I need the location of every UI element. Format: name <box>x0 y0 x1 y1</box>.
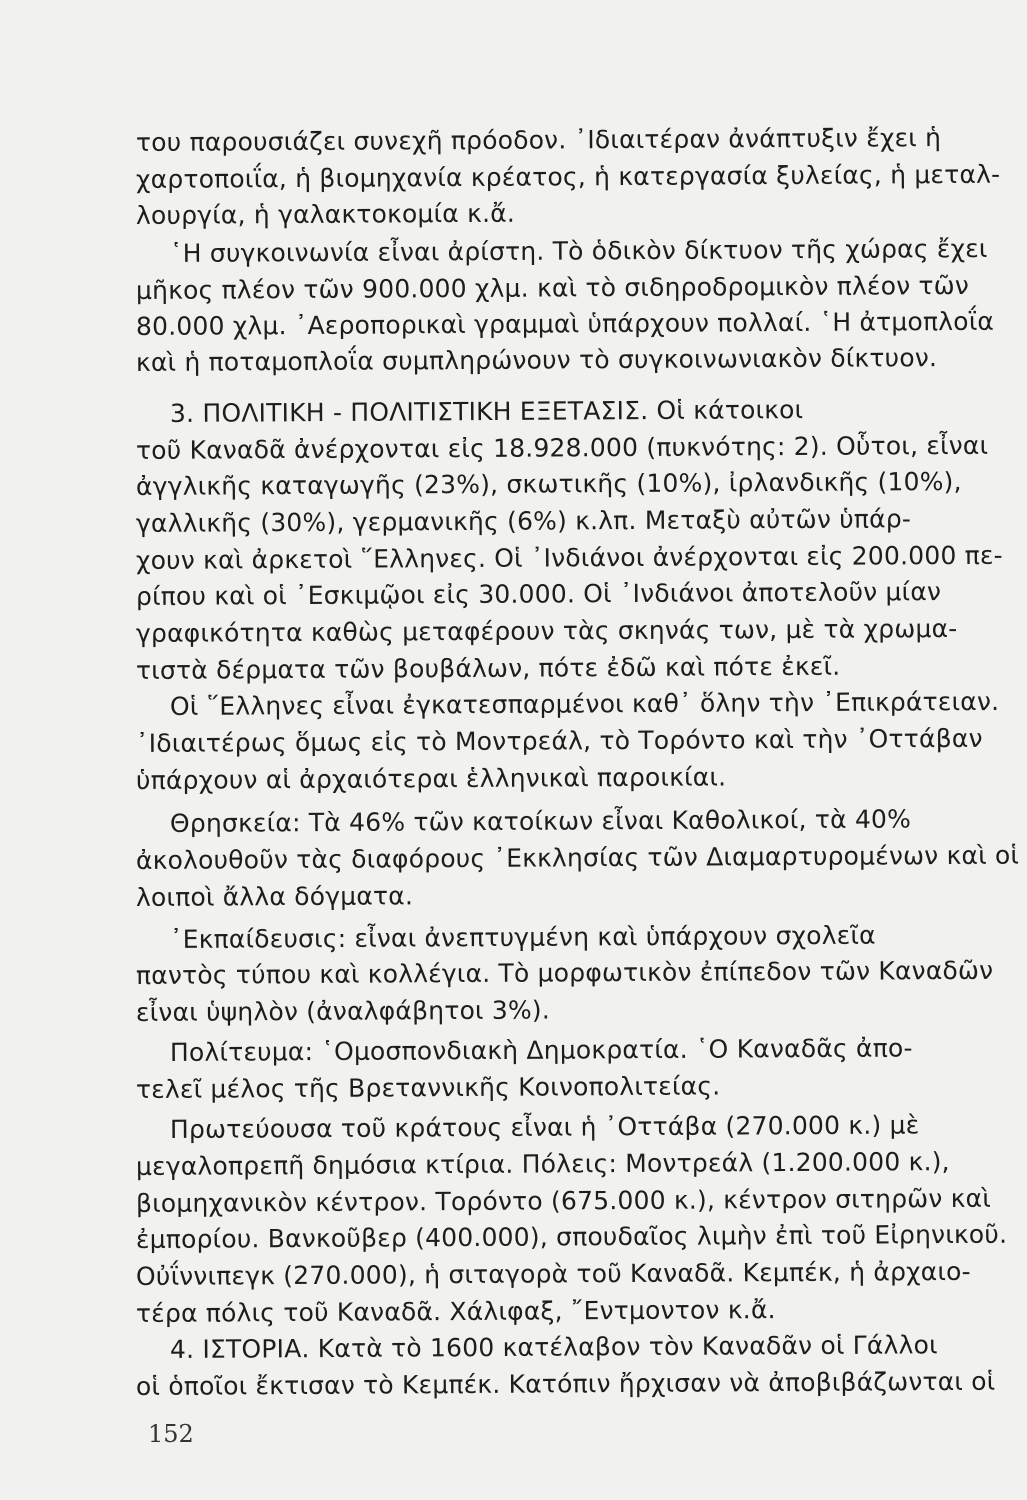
text-line: ὑπάρχουν αἱ ἀρχαιότεραι ἑλληνικαὶ παροικίαι. <box>135 762 727 795</box>
text-line: ἀγγλικῆς καταγωγῆς (23%), σκωτικῆς (10%), ἰρλανδικῆς (10%), <box>135 467 962 502</box>
text-line: παντὸς τύπου καὶ κολλέγια. Τὸ μορφωτικὸν ἐπίπεδον τῶν Καναδῶν <box>135 956 994 991</box>
text-line: χουν καὶ ἀρκετοὶ ῞Ελληνες. Οἱ ᾿Ινδιάνοι ἀνέρχονται εἰς 200.000 πε- <box>135 540 1003 575</box>
text-line: τελεῖ μέλος τῆς Βρεταννικῆς Κοινοπολιτείας. <box>135 1071 721 1104</box>
religion-paragraph: Θρησκεία: Τὰ 46% τῶν κατοίκων εἶναι Καθολικοί, τὰ 40% <box>169 804 912 839</box>
text-line: ἀκολουθοῦν τὰς διαφόρους ᾿Εκκλησίας τῶν Διαμαρτυρομένων καὶ οἱ <box>135 840 1020 876</box>
text-line: μεγαλοπρεπῆ δημόσια κτίρια. Πόλεις: Μοντρεάλ (1.200.000 κ.), <box>135 1146 950 1181</box>
text-line: τοῦ Καναδᾶ ἀνέρχονται εἰς 18.928.000 (πυκνότης: 2). Οὗτοι, εἶναι <box>135 430 989 465</box>
text-line: ῾Η συγκοινωνία εἶναι ἀρίστη. Τὸ ὁδικὸν δίκτυον τῆς χώρας ἔχει <box>169 233 988 268</box>
text-line: εἶναι ὑψηλὸν (ἀναλφάβητοι 3%). <box>135 995 551 1028</box>
text-line: γαλλικῆς (30%), γερμανικῆς (6%) κ.λπ. Μεταξὺ αὐτῶν ὑπάρ- <box>135 504 912 538</box>
polity-paragraph: Πολίτευμα: ῾Ομοσπονδιακὴ Δημοκρατία. ῾Ο Καναδᾶς ἀπο- <box>169 1033 913 1068</box>
text-line: λουργία, ἡ γαλακτοκομία κ.ἄ. <box>135 199 516 231</box>
text-line: του παρουσιάζει συνεχῆ πρόοδον. ᾿Ιδιαιτέραν ἀνάπτυξιν ἔχει ἡ <box>135 123 942 157</box>
text-line: Οὐΐννιπεγκ (270.000), ἡ σιταγορὰ τοῦ Καναδᾶ. Κεμπέκ, ἡ ἀρχαιο- <box>135 1256 971 1291</box>
capital-paragraph: Πρωτεύουσα τοῦ κράτους εἶναι ἡ ᾿Οττάβα (270.000 κ.) μὲ <box>169 1110 920 1145</box>
page-number: 152 <box>148 1420 194 1448</box>
text-line: 80.000 χλμ. ᾿Αεροπορικαὶ γραμμαὶ ὑπάρχουν πολλαί. ῾Η ἀτμοπλοΐα <box>135 306 995 341</box>
text-line: χαρτοποιΐα, ἡ βιομηχανία κρέατος, ἡ κατεργασία ξυλείας, ἡ μεταλ- <box>135 159 1001 194</box>
text-line: οἱ ὁποῖοι ἔκτισαν τὸ Κεμπέκ. Κατόπιν ἤρχισαν νὰ ἀποβιβάζωνται οἱ <box>135 1366 996 1401</box>
text-line: βιομηχανικὸν κέντρον. Τορόντο (675.000 κ.), κέντρον σιτηρῶν καὶ <box>135 1183 992 1218</box>
text-line: λοιποὶ ἄλλα δόγματα. <box>135 881 414 912</box>
section-heading: 3. ΠΟΛΙΤΙΚΗ - ΠΟΛΙΤΙΣΤΙΚΗ ΕΞΕΤΑΣΙΣ. Οἱ κάτοικοι <box>169 394 804 428</box>
text-line: ᾿Ιδιαιτέρως ὅμως εἰς τὸ Μοντρεάλ, τὸ Τορόντο καὶ τὴν ᾿Οττάβαν <box>135 723 983 758</box>
history-heading: 4. ΙΣΤΟΡΙΑ. Κατὰ τὸ 1600 κατέλαβον τὸν Καναδᾶν οἱ Γάλλοι <box>169 1330 938 1365</box>
education-paragraph: ᾿Εκπαίδευσις: εἶναι ἀνεπτυγμένη καὶ ὑπάρχουν σχολεῖα <box>169 920 876 954</box>
text-line: τέρα πόλις τοῦ Καναδᾶ. Χάλιφαξ, ῎Εντμοντον κ.ἄ. <box>135 1294 776 1328</box>
text-line: ἐμπορίου. Βανκοῦβερ (400.000), σπουδαῖος λιμὴν ἐπὶ τοῦ Εἰρηνικοῦ. <box>135 1219 1008 1255</box>
text-line: τιστὰ δέρματα τῶν βουβάλων, πότε ἐδῶ καὶ πότε ἐκεῖ. <box>135 651 841 685</box>
text-line: ρίπου καὶ οἱ ᾿Εσκιμῷοι εἰς 30.000. Οἱ ᾿Ινδιάνοι ἀποτελοῦν μίαν <box>135 577 942 612</box>
text-line: μῆκος πλέον τῶν 900.000 χλμ. καὶ τὸ σιδηροδρομικὸν πλέον τῶν <box>135 270 970 305</box>
text-line: Οἱ ῞Ελληνες εἶναι ἐγκατεσπαρμένοι καθ᾿ ὅλην τὴν ᾿Επικράτειαν. <box>169 687 1000 722</box>
text-line: καὶ ἡ ποταμοπλοΐα συμπληρώνουν τὸ συγκοινωνιακὸν δίκτυον. <box>135 343 938 378</box>
text-line: γραφικότητα καθὼς μεταφέρουν τὰς σκηνάς των, μὲ τὰ χρωμα- <box>135 613 958 648</box>
